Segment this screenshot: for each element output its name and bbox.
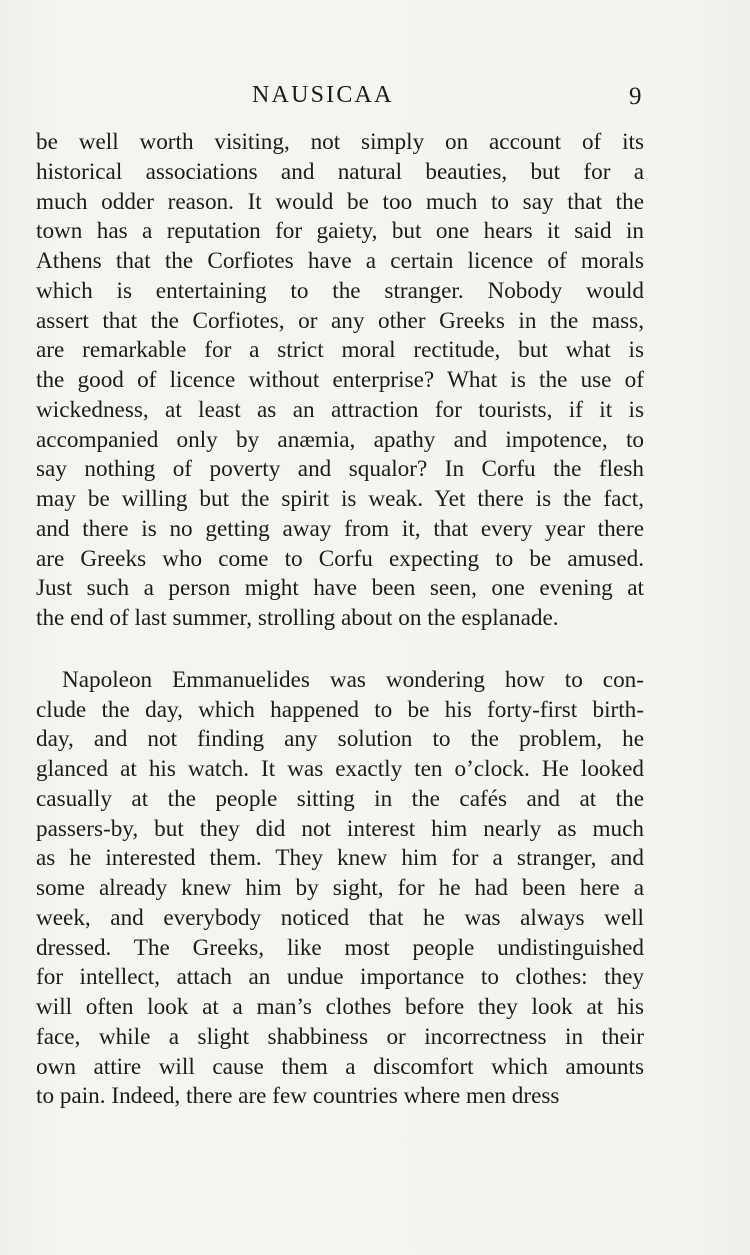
- text-line: day, and not finding any solution to the problem, he: [36, 726, 644, 753]
- text-line: week, and everybody noticed that he was always well: [36, 904, 644, 931]
- text-line: historical associations and natural beauties, but for a: [36, 158, 644, 185]
- running-head: [0, 78, 750, 112]
- text-line: assert that the Corfiotes, or any other Greeks in the mass,: [36, 307, 644, 334]
- text-line: Athens that the Corfiotes have a certain licence of morals: [36, 248, 644, 274]
- text-line: clude the day, which happened to be his forty-first birth-: [36, 696, 644, 723]
- text-line: as he interested them. They knew him for a stranger, and: [36, 845, 644, 872]
- text-line: be well worth visiting, not simply on account of its: [36, 129, 644, 155]
- text-line: much odder reason. It would be too much to say that the: [36, 188, 644, 215]
- text-line: glanced at his watch. It was exactly ten o’clock. He looked: [36, 756, 644, 782]
- paragraph-gap: [36, 634, 644, 666]
- text-line: dressed. The Greeks, like most people undistinguished: [36, 934, 644, 961]
- page-number: 9: [629, 83, 642, 110]
- text-line: say nothing of poverty and squalor? In Corfu the flesh: [36, 456, 644, 483]
- text-line: own attire will cause them a discomfort which amounts: [36, 1053, 644, 1080]
- text-line: are remarkable for a strict moral rectitude, but what is: [36, 337, 644, 364]
- text-line: accompanied only by anæmia, apathy and impotence, to: [36, 426, 644, 453]
- text-line: to pain. Indeed, there are few countries where men dress: [36, 1083, 560, 1110]
- text-line: for intellect, attach an undue importance to clothes: they: [36, 964, 644, 991]
- text-line: which is entertaining to the stranger. Nobody would: [36, 277, 644, 304]
- text-line: wickedness, at least as an attraction for tourists, if it is: [36, 396, 644, 423]
- text-line: face, while a slight shabbiness or incorrectness in their: [36, 1023, 644, 1050]
- text-line: town has a reputation for gaiety, but one hears it said in: [36, 218, 644, 245]
- text-line: the good of licence without enterprise? What is the use of: [36, 367, 644, 393]
- text-block: [36, 128, 644, 1112]
- text-line: Napoleon Emmanuelides was wondering how to con-: [62, 666, 644, 693]
- text-line: Just such a person might have been seen, one evening at: [36, 575, 644, 602]
- text-line: passers-by, but they did not interest him nearly as much: [36, 815, 644, 842]
- paragraph: [36, 128, 644, 634]
- text-line: will often look at a man’s clothes before they look at his: [36, 994, 644, 1020]
- paragraph: [36, 666, 644, 1112]
- text-line: casually at the people sitting in the cafés and at the: [36, 785, 644, 812]
- text-line: and there is no getting away from it, that every year there: [36, 515, 644, 542]
- text-line: are Greeks who come to Corfu expecting to be amused.: [36, 545, 644, 572]
- running-title: NAUSICAA: [252, 82, 394, 108]
- text-line: may be willing but the spirit is weak. Yet there is the fact,: [36, 486, 644, 512]
- text-line: some already knew him by sight, for he had been here a: [36, 875, 644, 901]
- text-line: the end of last summer, strolling about on the esplanade.: [36, 605, 559, 631]
